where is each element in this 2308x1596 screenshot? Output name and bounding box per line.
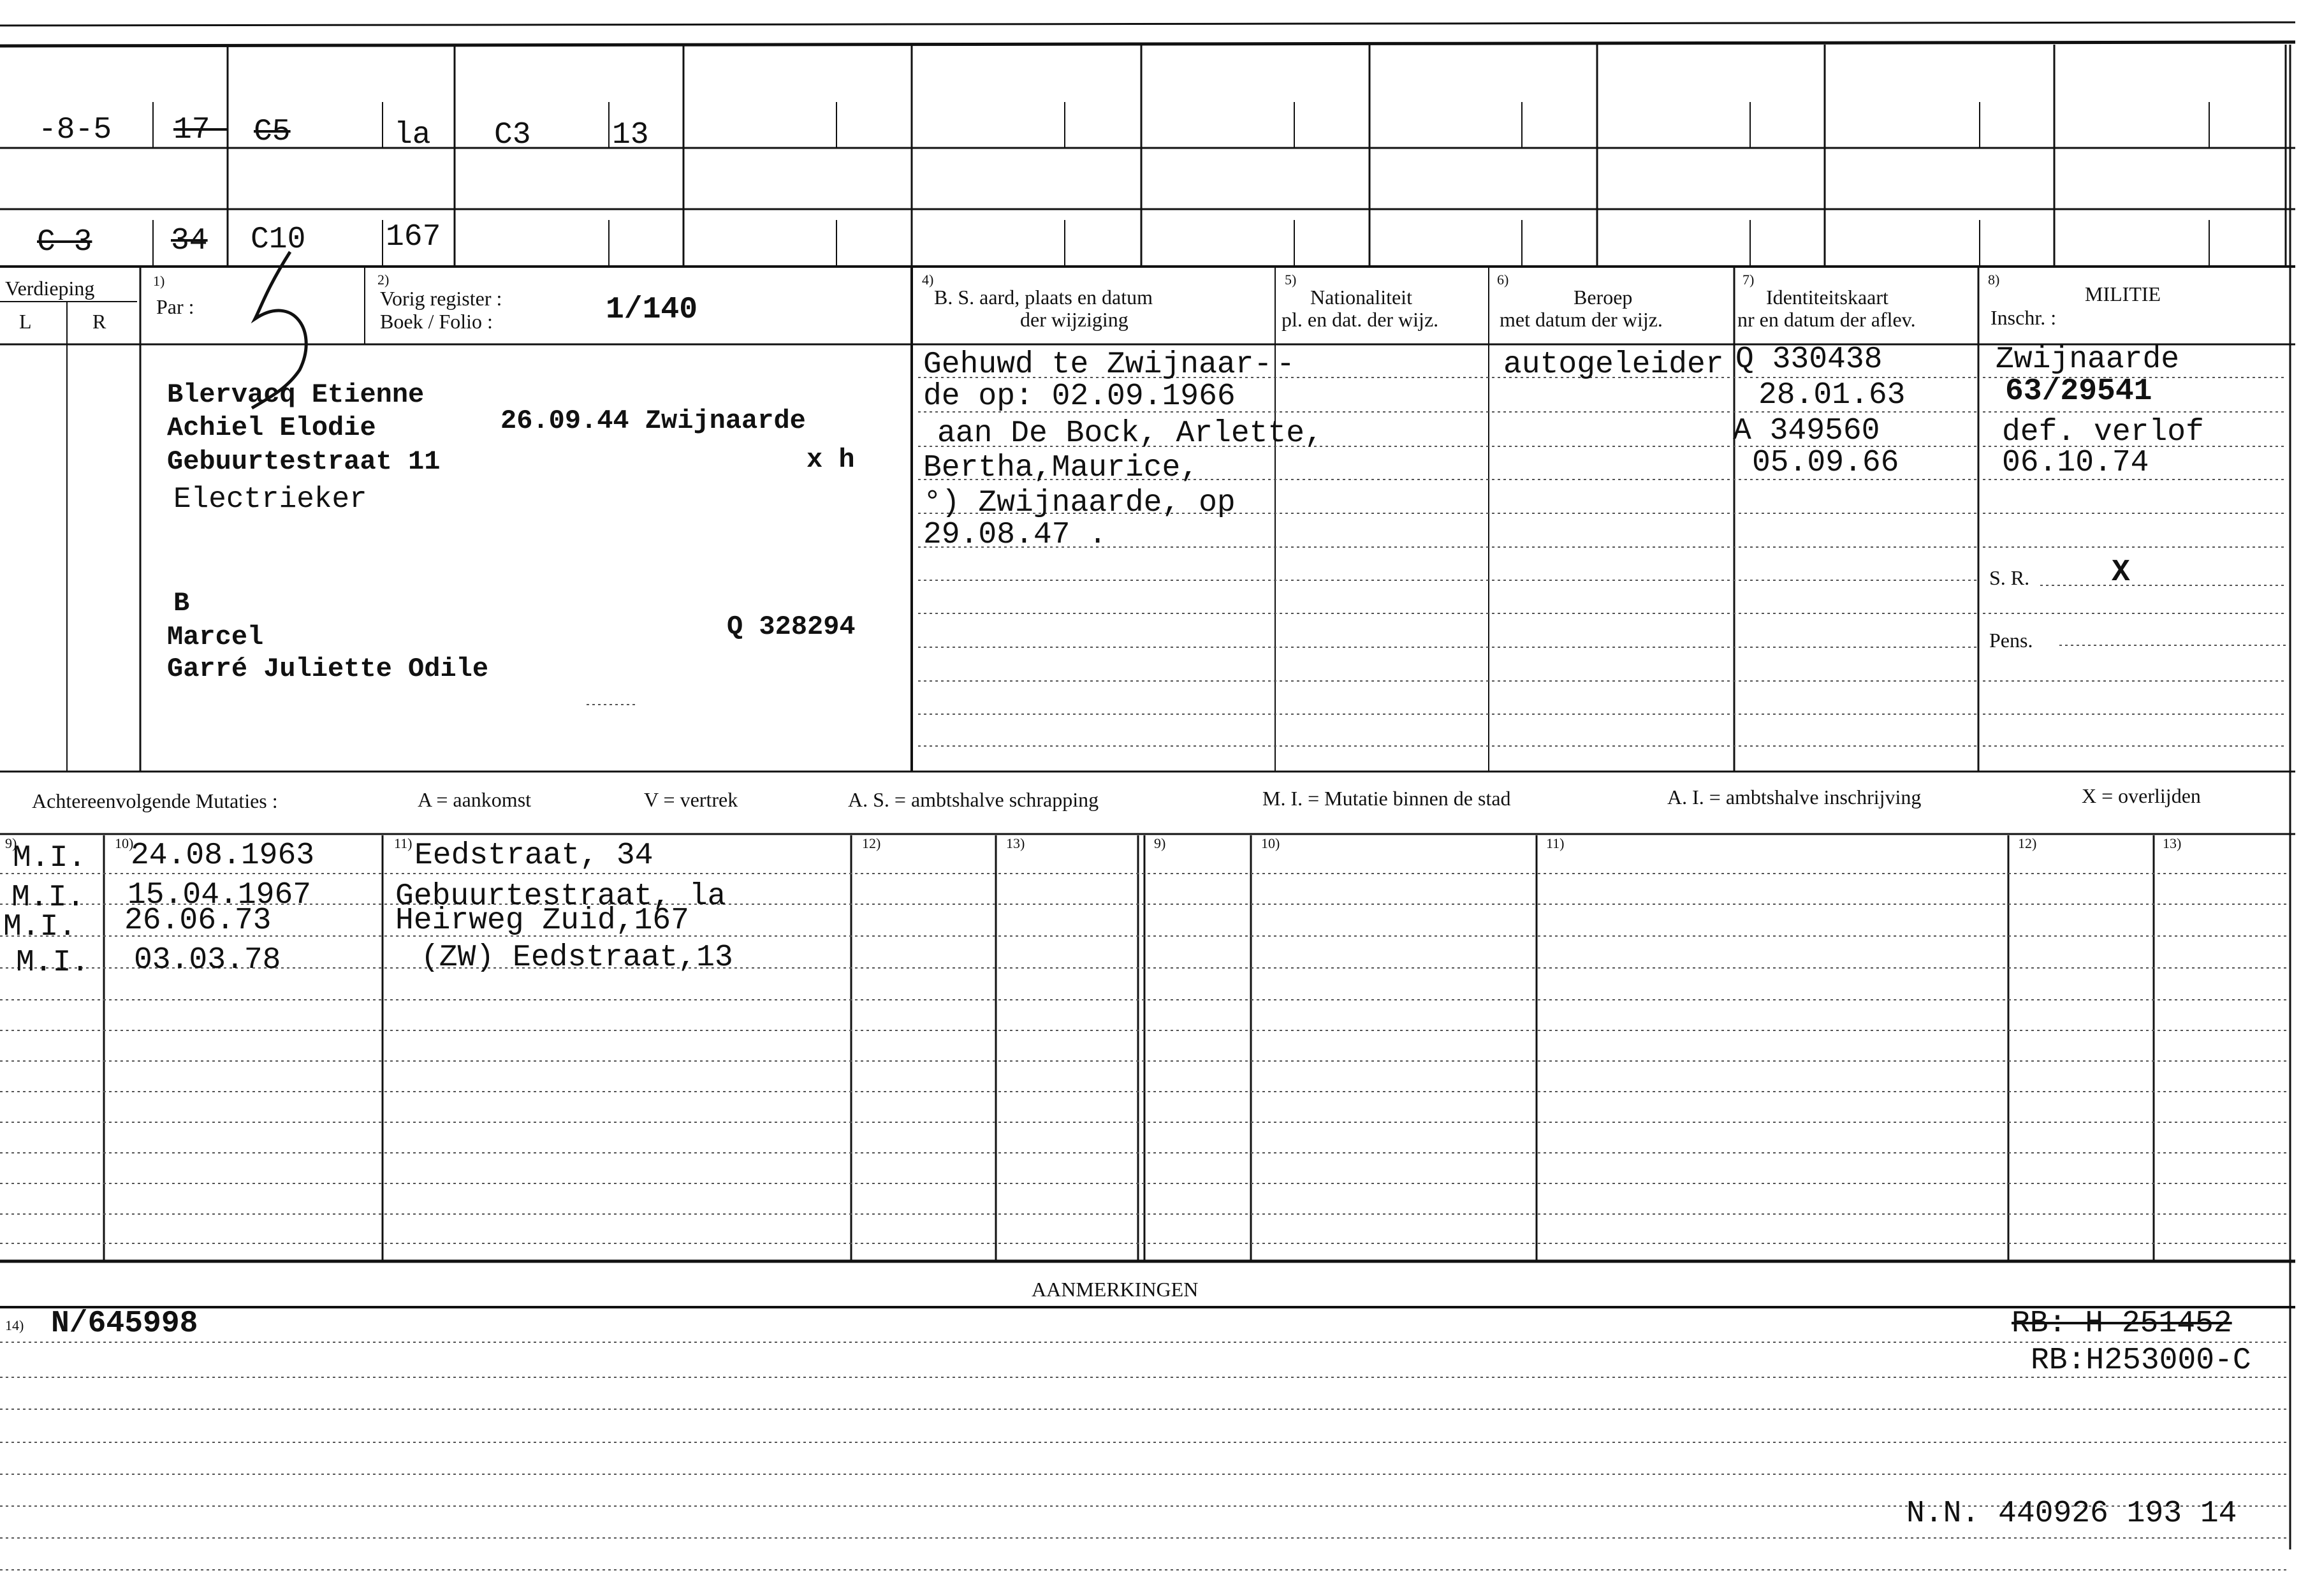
rb-old: RB: H 251452 [2012, 1307, 2232, 1341]
boek-folio-label: Boek / Folio : [380, 310, 493, 333]
mut-col-10b: 10) [1261, 835, 1280, 851]
pens-label: Pens. [1989, 629, 2033, 652]
aanmerkingen-title: AANMERKINGEN [1032, 1278, 1199, 1301]
vorig-register-label: Vorig register : [380, 287, 502, 310]
legend-x: X = overlijden [2082, 784, 2201, 807]
beroep-header-line1: Beroep [1574, 286, 1633, 309]
col-number-8: 8) [1988, 272, 2000, 288]
legend-ai: A. I. = ambtshalve inschrijving [1667, 786, 1922, 809]
beroep-header-line2: met datum der wijz. [1500, 308, 1663, 331]
mut-col-9: 9) [5, 835, 17, 851]
top-cell-r3c1: C-3 [37, 225, 92, 260]
person-sex: x h [807, 444, 855, 475]
mut-col-9b: 9) [1154, 835, 1166, 851]
top-cell-r1c4: la [394, 118, 431, 152]
bs-header-line1: B. S. aard, plaats en datum [934, 286, 1153, 309]
top-cell-r1c2: 17- [173, 113, 229, 147]
mutation-1-date: 24.08.1963 [131, 838, 315, 873]
bs-line-3: aan De Bock, Arlette, [937, 416, 1323, 451]
col-number-7: 7) [1742, 272, 1755, 288]
top-cell-r1c3: C5 [254, 115, 291, 149]
top-cell-r3c3: C10 [251, 223, 306, 257]
legend-v: V = vertrek [644, 788, 738, 811]
nat-header-line2: pl. en dat. der wijz. [1282, 308, 1439, 331]
mutation-2-date: 15.04.1967 [128, 878, 312, 912]
person-birth: 26.09.44 Zwijnaarde [500, 406, 806, 436]
legend-a: A = aankomst [418, 788, 532, 811]
legend-as: A. S. = ambtshalve schrapping [848, 788, 1099, 811]
militie-line-3: def. verlof [2002, 415, 2204, 450]
id-line-3: A 349560 [1733, 414, 1880, 448]
nn-number: N.N. 440926 193 14 [1906, 1497, 2237, 1531]
register-value: 1/140 [606, 293, 698, 327]
q-number: Q 328294 [727, 611, 856, 642]
id-line-1: Q 330438 [1735, 342, 1883, 377]
r-label: R [92, 310, 106, 333]
mut-col-10: 10) [115, 835, 134, 851]
mutation-2-address: Gebuurtestraat, la [395, 879, 726, 914]
col-number-2: 2) [377, 272, 390, 288]
militie-line-1: Zwijnaarde [1996, 342, 2180, 377]
legend-title: Achtereenvolgende Mutaties : [32, 789, 278, 812]
mutation-1-address: Eedstraat, 34 [414, 838, 654, 873]
mutation-3-date: 26.06.73 [124, 904, 272, 938]
mother-name: Garré Juliette Odile [167, 654, 489, 684]
sr-value: X [2112, 555, 2130, 590]
mut-col-11: 11) [394, 835, 413, 851]
col-number-1: 1) [153, 273, 165, 289]
bs-line-6: 29.08.47 . [923, 518, 1107, 552]
person-name1: Blervacq Etienne [167, 379, 425, 410]
mut-col-12b: 12) [2018, 835, 2037, 851]
top-cell-r1c6: 13 [612, 118, 649, 152]
nationaliteit-value: - [1276, 348, 1295, 382]
l-label: L [19, 310, 32, 333]
top-cell-r1c1: -8-5 [38, 113, 112, 147]
bs-line-5: °) Zwijnaarde, op [923, 486, 1236, 520]
col-number-14: 14) [5, 1317, 24, 1333]
id-line-2: 28.01.63 [1758, 378, 1906, 413]
mut-col-11b: 11) [1546, 835, 1565, 851]
militie-line-4: 06.10.74 [2002, 446, 2149, 480]
col-number-4: 4) [922, 272, 934, 288]
top-cell-r3c4: 167 [386, 220, 441, 254]
nat-header-line1: Nationaliteit [1310, 286, 1412, 309]
id-line-4: 05.09.66 [1752, 446, 1899, 480]
militie-label: MILITIE [2085, 282, 2161, 305]
id-header-line2: nr en datum der aflev. [1737, 308, 1916, 331]
bs-line-4: Bertha,Maurice, [923, 451, 1199, 485]
top-cell-r1c5: C3 [494, 118, 531, 152]
beroep-value: autogeleider [1503, 348, 1724, 382]
mut-col-13b: 13) [2163, 835, 2182, 851]
mutation-4-date: 03.03.78 [134, 943, 281, 977]
col-number-6: 6) [1497, 272, 1509, 288]
bs-line-1: Gehuwd te Zwijnaar- [923, 348, 1273, 382]
id-header-line1: Identiteitskaart [1766, 286, 1888, 309]
person-occupation: Electrieker [173, 483, 367, 516]
rb-new: RB:H253000-C [2031, 1343, 2251, 1378]
father-name: Marcel [167, 622, 264, 652]
militie-line-2: 63/29541 [2005, 374, 2152, 409]
bs-line-2: de op: 02.09.1966 [923, 379, 1236, 414]
mutation-1-type: M.I. [13, 841, 87, 875]
mutation-4-type: M.I. [16, 946, 90, 980]
mut-col-12: 12) [862, 835, 881, 851]
mut-col-13: 13) [1006, 835, 1025, 851]
par-label: Par : [156, 295, 194, 318]
b-label: B [173, 588, 190, 619]
legend-mi: M. I. = Mutatie binnen de stad [1262, 787, 1511, 810]
col-number-5: 5) [1285, 272, 1297, 288]
bs-header-line2: der wijziging [1020, 308, 1128, 331]
verdieping-label: Verdieping [5, 277, 95, 300]
mutation-3-address: Heirweg Zuid,167 [395, 904, 689, 938]
mutation-3-type: M.I. [3, 910, 77, 944]
inschr-label: Inschr. : [1990, 306, 2057, 329]
sr-label: S. R. [1989, 566, 2030, 589]
person-name2: Achiel Elodie [167, 413, 376, 443]
mutation-4-address: (ZW) Eedstraat,13 [421, 941, 733, 975]
mutation-2-type: M.I. [11, 881, 85, 915]
person-address: Gebuurtestraat 11 [167, 446, 441, 477]
aanmerkingen-number: N/645998 [51, 1307, 198, 1341]
top-cell-r3c2: 34 [171, 224, 208, 258]
